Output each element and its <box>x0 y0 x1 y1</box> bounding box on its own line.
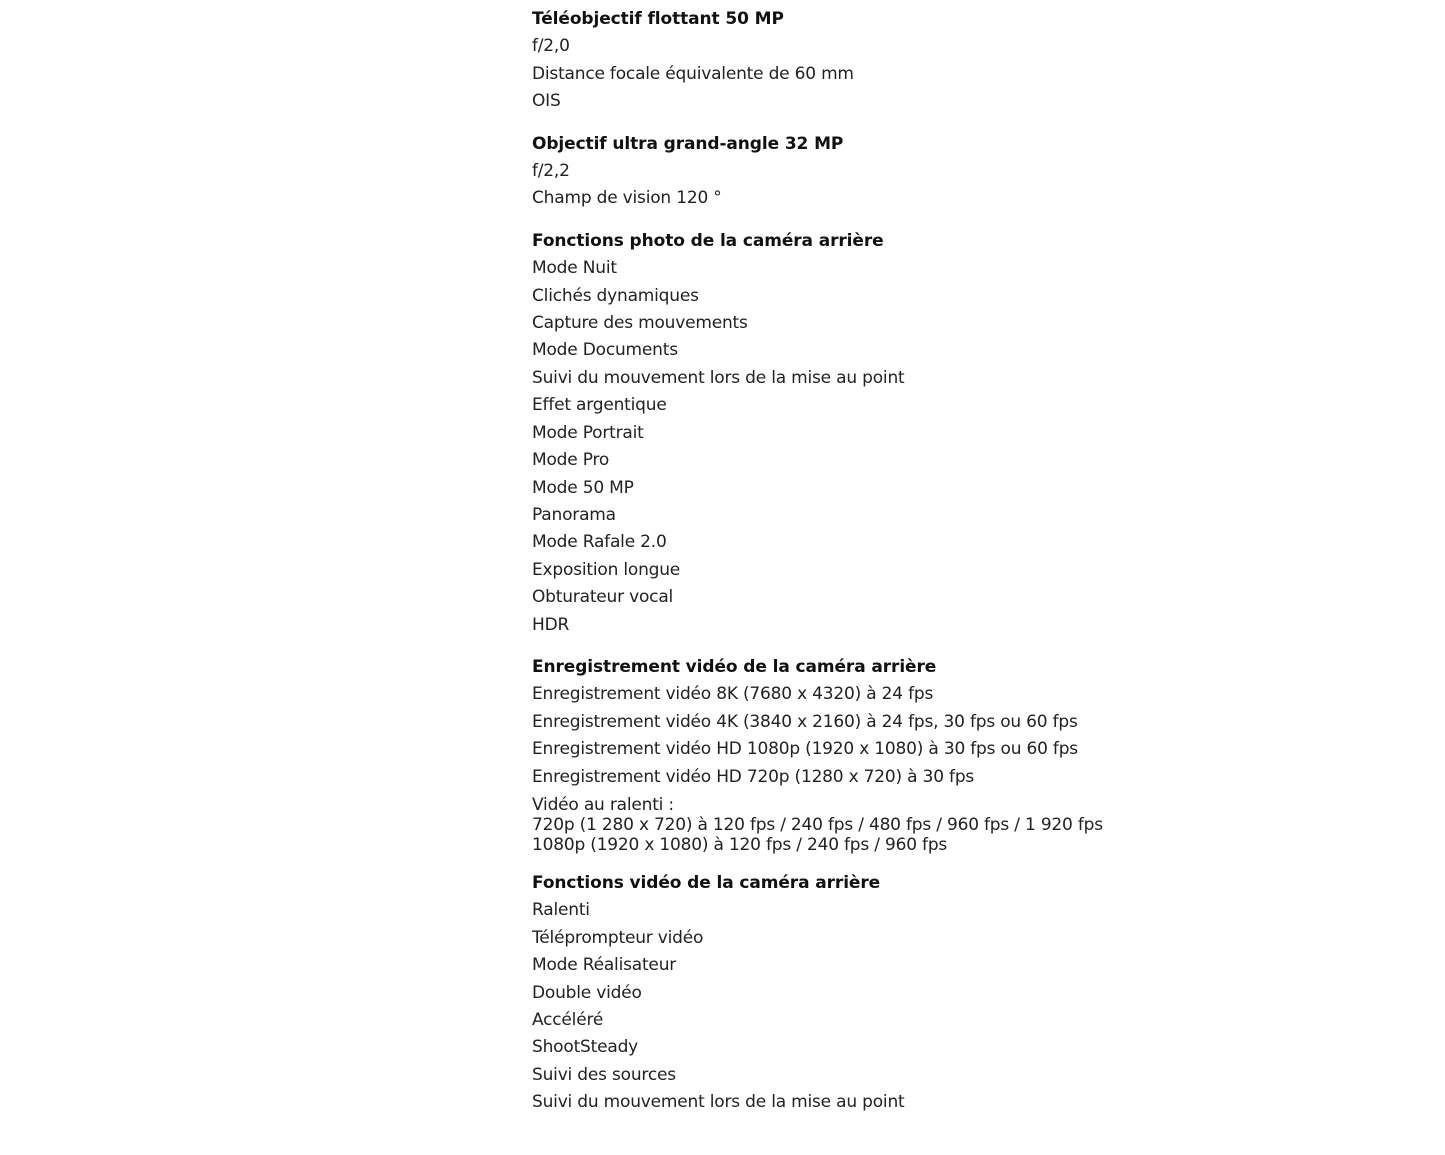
spec-item: OIS <box>532 91 561 112</box>
slowmo-line: 720p (1 280 x 720) à 120 fps / 240 fps / 480 fps / 960 fps / 1 920 fps <box>532 814 1103 835</box>
spec-item-slowmo <box>532 791 1412 855</box>
spec-item: f/2,0 <box>532 36 570 57</box>
spec-item: Effet argentique <box>532 395 667 416</box>
section-title: Objectif ultra grand-angle 32 MP <box>532 133 844 154</box>
spec-item: ShootSteady <box>532 1037 639 1058</box>
spec-items <box>532 681 1412 855</box>
slowmo-line: 1080p (1920 x 1080) à 120 fps / 240 fps / 960 fps <box>532 834 948 855</box>
spec-item: Panorama <box>532 504 616 525</box>
spec-item: Distance focale équivalente de 60 mm <box>532 63 854 84</box>
spec-item: Mode Documents <box>532 340 678 361</box>
section-title: Fonctions photo de la caméra arrière <box>532 230 884 251</box>
spec-item: Champ de vision 120 ° <box>532 188 722 209</box>
spec-item: Mode Réalisateur <box>532 955 677 976</box>
section-telephoto <box>532 6 1412 116</box>
section-video-features <box>532 870 1412 1117</box>
section-photo-features <box>532 228 1412 639</box>
spec-item: Capture des mouvements <box>532 313 748 334</box>
section-title: Fonctions vidéo de la caméra arrière <box>532 872 881 893</box>
spec-item: f/2,2 <box>532 161 570 182</box>
spec-item: Enregistrement vidéo HD 720p (1280 x 720) à 30 fps <box>532 766 975 787</box>
spec-list <box>532 6 1412 1132</box>
slowmo-line: Vidéo au ralenti : <box>532 794 674 815</box>
spec-item: Enregistrement vidéo 8K (7680 x 4320) à 24 fps <box>532 684 934 705</box>
spec-item: Suivi des sources <box>532 1064 676 1085</box>
spec-item: Mode Portrait <box>532 422 644 443</box>
spec-item: HDR <box>532 614 570 635</box>
spec-item: Clichés dynamiques <box>532 285 699 306</box>
spec-item: Accéléré <box>532 1010 604 1030</box>
spec-item: Suivi du mouvement lors de la mise au point <box>532 367 905 388</box>
section-title: Téléobjectif flottant 50 MP <box>532 9 784 29</box>
spec-item: Exposition longue <box>532 559 681 580</box>
spec-item: Double vidéo <box>532 982 642 1003</box>
spec-items <box>532 255 1412 639</box>
section-ultrawide <box>532 131 1412 213</box>
spec-item: Enregistrement vidéo HD 1080p (1920 x 1080) à 30 fps ou 60 fps <box>532 739 1078 760</box>
spec-items <box>532 33 1412 115</box>
section-title: Enregistrement vidéo de la caméra arrière <box>532 656 937 677</box>
spec-item: Mode Pro <box>532 450 610 471</box>
spec-items <box>532 158 1412 213</box>
spec-item: Téléprompteur vidéo <box>532 927 704 948</box>
section-video-recording <box>532 654 1412 855</box>
spec-item: Mode Nuit <box>532 258 617 279</box>
spec-item: Suivi du mouvement lors de la mise au point <box>532 1092 905 1113</box>
spec-item: Ralenti <box>532 900 590 921</box>
spec-item: Mode Rafale 2.0 <box>532 532 667 553</box>
spec-items <box>532 897 1412 1116</box>
spec-item: Obturateur vocal <box>532 587 674 608</box>
spec-item: Mode 50 MP <box>532 477 634 498</box>
spec-item: Enregistrement vidéo 4K (3840 x 2160) à 24 fps, 30 fps ou 60 fps <box>532 711 1078 732</box>
